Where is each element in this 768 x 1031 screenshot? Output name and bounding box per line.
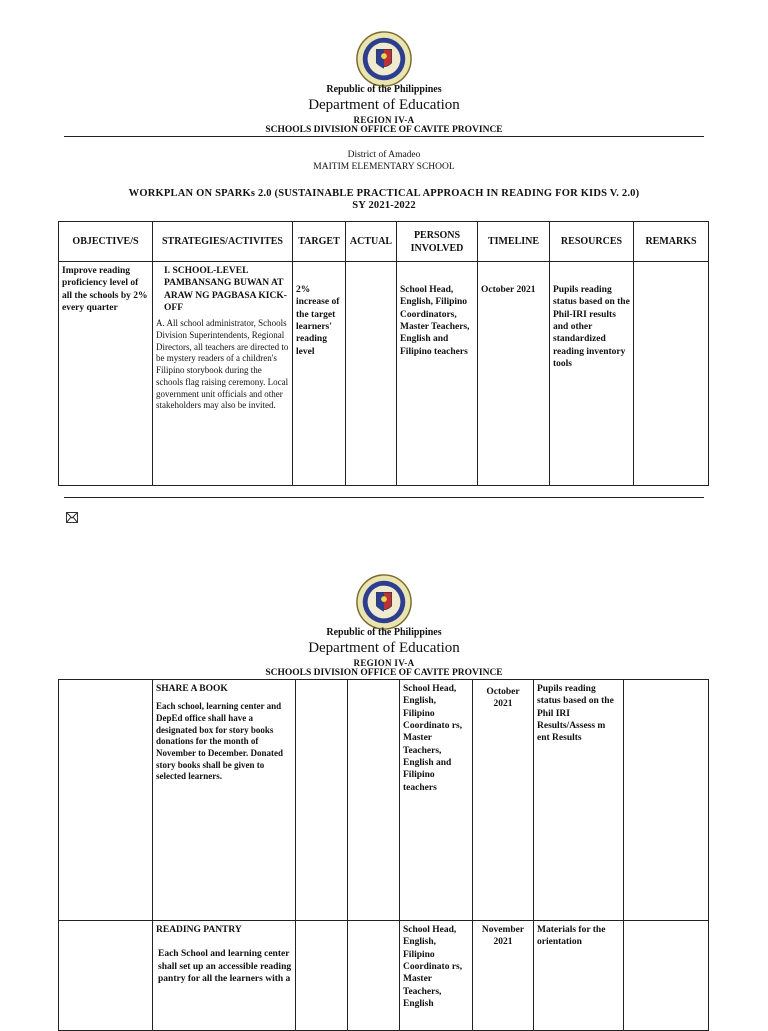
resources-cell: Pupils reading status based on the Phil IRI Results/Assess m ent Results	[534, 680, 624, 921]
table-row	[59, 921, 709, 1031]
region-label: REGION IV-A	[353, 115, 415, 125]
strategy-heading: I. SCHOOL-LEVEL PAMBANSANG BUWAN AT ARAW NG PAGBASA KICK-OFF	[164, 266, 287, 314]
actual-cell	[346, 262, 397, 486]
region-label: REGION IV-A	[353, 658, 415, 668]
header-target: TARGET	[293, 222, 346, 262]
republic-header: Republic of the Philippines	[326, 84, 442, 95]
timeline-cell: October 2021	[473, 680, 534, 921]
table-row	[59, 680, 709, 921]
resources-cell: Materials for the orientation	[534, 921, 624, 1031]
workplan-table-continued	[58, 679, 709, 1031]
persons-cell: School Head, English, Filipino Coordinato rs, Master Teachers, English	[400, 921, 473, 1031]
division-label: SCHOOLS DIVISION OFFICE OF CAVITE PROVINCE	[265, 668, 503, 678]
actual-cell	[348, 680, 400, 921]
persons-cell: School Head, English, Filipino Coordinato rs, Master Teachers, English and Filipino teachers	[400, 680, 473, 921]
school-year: SY 2021-2022	[352, 200, 416, 211]
deped-seal-icon	[355, 30, 413, 88]
strategy-heading: SHARE A BOOK	[156, 684, 228, 694]
strategy-item: A. All school administrator, Schools Division Superintendents, Regional Directors, all teachers are directed to be mystery readers of a children's Filipino storybook during the schools flag raising ceremony. Local government unit officials and other stakeholders may also be invited.	[156, 318, 289, 411]
strategy-cell	[153, 680, 296, 921]
table-row	[59, 262, 709, 486]
school-name: MAITIM ELEMENTARY SCHOOL	[313, 162, 455, 172]
district-label: District of Amadeo	[347, 150, 421, 160]
header-timeline: TIMELINE	[478, 222, 550, 262]
deped-seal-icon	[355, 573, 413, 631]
timeline-cell: October 2021	[478, 262, 550, 486]
objective-cell: Improve reading proficiency level of all the schools by 2% every quarter	[59, 262, 153, 486]
header-divider	[64, 136, 704, 137]
page-footer-divider	[64, 497, 704, 498]
header-resources: RESOURCES	[550, 222, 634, 262]
timeline-cell: November 2021	[473, 921, 534, 1031]
strategy-text: Each School and learning center shall set up an accessible reading pantry for all the learners with a	[158, 949, 292, 985]
header-remarks: REMARKS	[634, 222, 709, 262]
resources-cell: Pupils reading status based on the Phil-IRI results and other standardized reading inventory tools	[550, 262, 634, 486]
republic-header: Republic of the Philippines	[326, 627, 442, 638]
actual-cell	[348, 921, 400, 1031]
department-title: Department of Education	[308, 97, 460, 113]
header-strategies: STRATEGIES/ACTIVITES	[153, 222, 293, 262]
division-label: SCHOOLS DIVISION OFFICE OF CAVITE PROVINCE	[265, 125, 503, 135]
target-cell	[296, 680, 348, 921]
header-objectives: OBJECTIVE/S	[59, 222, 153, 262]
strategy-text: Each school, learning center and DepEd office shall have a designated box for story books donations for the month of November to December. Donated story books shall be given to selected learners.	[156, 701, 283, 782]
objective-cell	[59, 921, 153, 1031]
table-header-row	[59, 222, 709, 262]
department-title: Department of Education	[308, 640, 460, 656]
strategy-cell	[153, 262, 293, 486]
strategy-cell	[153, 921, 296, 1031]
strategy-heading: READING PANTRY	[156, 925, 242, 935]
target-cell	[296, 921, 348, 1031]
mail-icon[interactable]	[66, 512, 78, 523]
workplan-table	[58, 221, 709, 486]
remarks-cell	[624, 680, 709, 921]
persons-cell: School Head, English, Filipino Coordinators, Master Teachers, English and Filipino teachers	[397, 262, 478, 486]
objective-cell	[59, 680, 153, 921]
workplan-title: WORKPLAN ON SPARKs 2.0 (SUSTAINABLE PRACTICAL APPROACH IN READING FOR KIDS V. 2.0)	[128, 188, 640, 199]
remarks-cell	[624, 921, 709, 1031]
header-actual: ACTUAL	[346, 222, 397, 262]
remarks-cell	[634, 262, 709, 486]
header-persons: PERSONS INVOLVED	[397, 222, 478, 262]
target-cell: 2% increase of the target learners' reading level	[293, 262, 346, 486]
